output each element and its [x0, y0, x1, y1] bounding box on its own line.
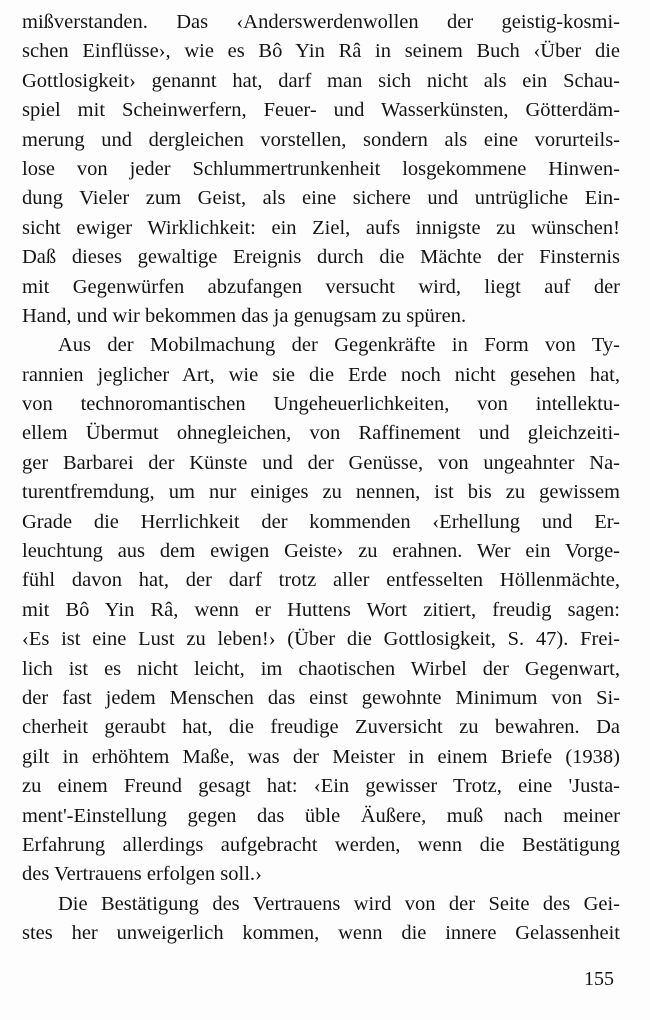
text-line: cherheit geraubt hat, die freudige Zuversicht zu bewahren. Da	[22, 716, 620, 739]
text-line: sicht ewiger Wirklichkeit: ein Ziel, aufs innigste zu wünschen!	[22, 216, 620, 239]
text-line: stes her unweigerlich kommen, wenn die innere Gelassenheit	[22, 922, 620, 945]
text-line: Daß dieses gewaltige Ereignis durch die Mächte der Finsternis	[22, 246, 620, 269]
text-line: schen Einflüsse›, wie es Bô Yin Râ in seinem Buch ‹Über die	[22, 40, 620, 63]
text-line: mit Gegenwürfen abzufangen versucht wird, liegt auf der	[22, 275, 620, 298]
paragraph-start-line: Aus der Mobilmachung der Gegenkräfte in Form von Ty-	[58, 334, 620, 357]
text-line: lose von jeder Schlummertrunkenheit losgekommene Hinwen-	[22, 157, 620, 180]
text-line: Gottlosigkeit› genannt hat, darf man sich nicht als ein Schau-	[22, 69, 620, 92]
text-line: spiel mit Scheinwerfern, Feuer- und Wasserkünsten, Götterdäm-	[22, 99, 620, 122]
text-line: ellem Übermut ohnegleichen, von Raffinement und gleichzeiti-	[22, 422, 620, 445]
text-line: leuchtung aus dem ewigen Geiste› zu erahnen. Wer ein Vorge-	[22, 540, 620, 563]
text-line: gilt in erhöhtem Maße, was der Meister in einem Briefe (1938)	[22, 745, 620, 768]
page-number: 155	[584, 968, 614, 990]
text-line: dung Vieler zum Geist, als eine sichere und untrügliche Ein-	[22, 187, 620, 210]
text-line: ger Barbarei der Künste und der Genüsse, von ungeahnter Na-	[22, 451, 620, 474]
text-line: ‹Es ist eine Lust zu leben!› (Über die Gottlosigkeit, S. 47). Frei-	[22, 628, 620, 651]
text-line: ment'-Einstellung gegen das üble Äußere, muß nach meiner	[22, 804, 620, 827]
text-line: lich ist es nicht leicht, im chaotischen Wirbel der Gegenwart,	[22, 657, 620, 680]
text-line: von technoromantischen Ungeheuerlichkeiten, von intellektu-	[22, 393, 620, 416]
text-line: rannien jeglicher Art, wie sie die Erde noch nicht gesehen hat,	[22, 363, 620, 386]
text-line: zu einem Freund gesagt hat: ‹Ein gewisser Trotz, eine 'Justa-	[22, 775, 620, 798]
paragraph-end-line: Hand, und wir bekommen das ja genugsam zu spüren.	[22, 304, 467, 327]
text-line: turentfremdung, um nur einiges zu nennen, ist bis zu gewissem	[22, 481, 620, 504]
body-text	[22, 8, 620, 949]
text-line: merung und dergleichen vorstellen, sondern als eine vorurteils-	[22, 128, 620, 151]
paragraph-start-line: Die Bestätigung des Vertrauens wird von der Seite des Gei-	[58, 892, 620, 915]
text-line: fühl davon hat, der darf trotz aller entfesselten Höllenmächte,	[22, 569, 620, 592]
paragraph-end-line: des Vertrauens erfolgen soll.›	[22, 863, 262, 886]
text-line: Grade die Herrlichkeit der kommenden ‹Erhellung und Er-	[22, 510, 620, 533]
text-line: mißverstanden. Das ‹Anderswerdenwollen der geistig-kosmi-	[22, 11, 620, 33]
text-line: der fast jedem Menschen das einst gewohnte Minimum von Si-	[22, 686, 620, 709]
text-line: mit Bô Yin Râ, wenn er Huttens Wort zitiert, freudig sagen:	[22, 598, 620, 621]
text-line: Erfahrung allerdings aufgebracht werden, wenn die Bestätigung	[22, 833, 620, 856]
